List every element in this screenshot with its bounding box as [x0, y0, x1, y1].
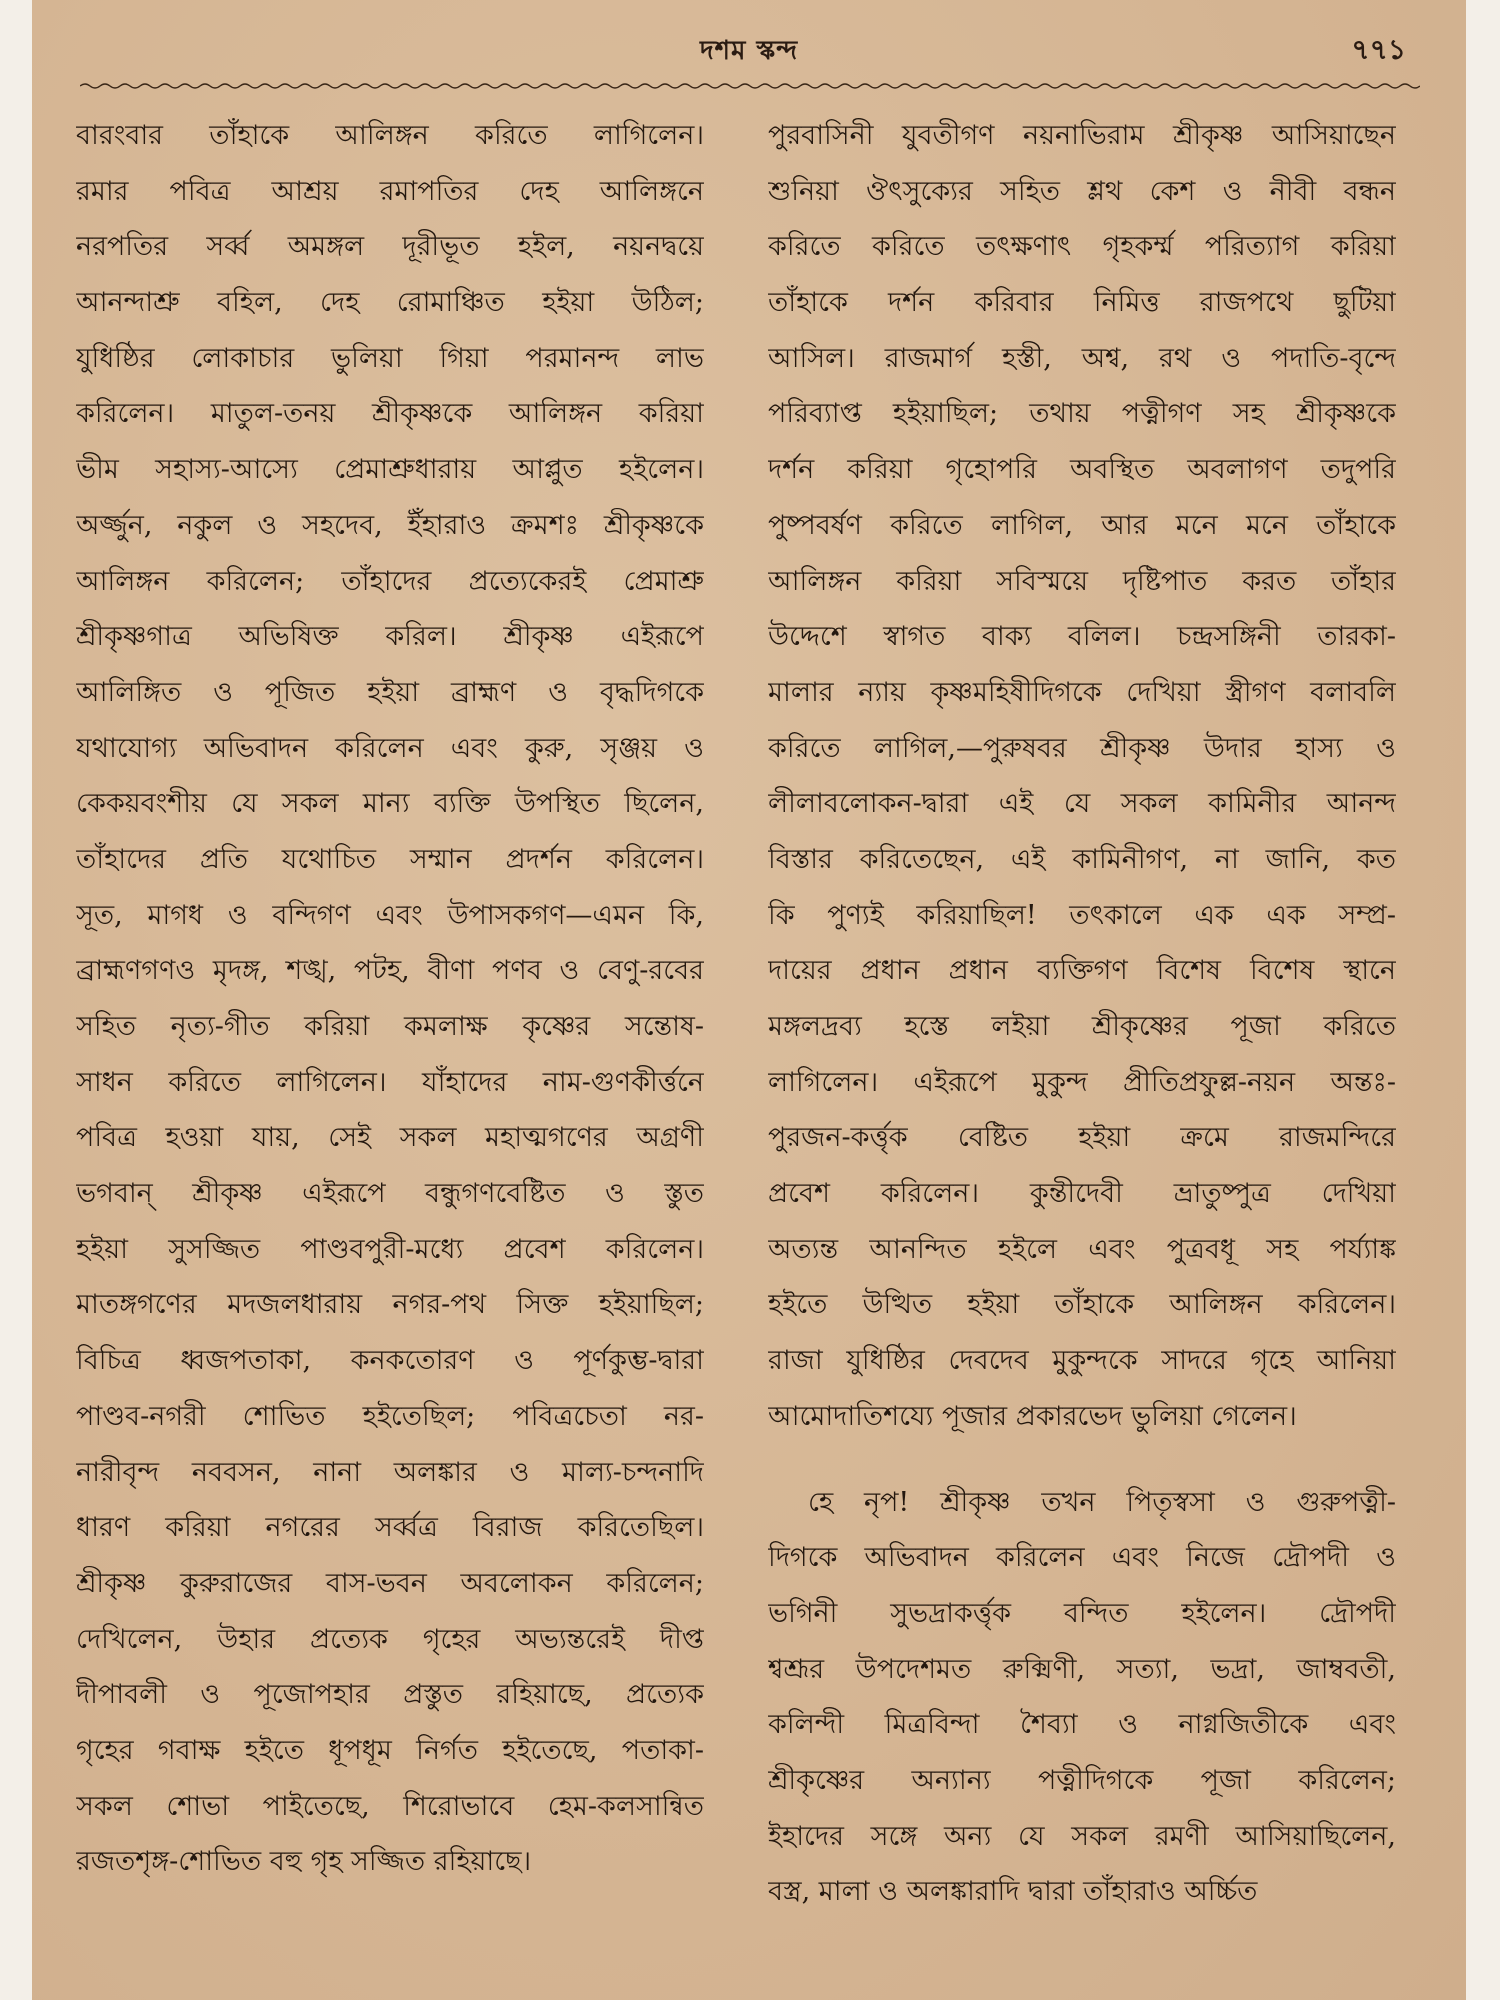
text-line: যথাযোগ্য অভিবাদন করিলেন এবং কুরু, সৃঞ্জয় ও: [76, 732, 704, 764]
text-line: শ্বশ্রূর উপদেশমত রুক্মিণী, সত্যা, ভদ্রা, জাম্ববতী,: [768, 1653, 1396, 1685]
text-line: তাঁহাদের প্রতি যথোচিত সম্মান প্রদর্শন করিলেন।: [76, 843, 704, 875]
text-line: হইয়া সুসজ্জিত পাণ্ডবপুরী-মধ্যে প্রবেশ করিলেন।: [76, 1233, 704, 1265]
text-line: হে নৃপ! শ্রীকৃষ্ণ তখন পিতৃস্বসা ও গুরুপত্নী-: [808, 1486, 1396, 1518]
text-line: বারংবার তাঁহাকে আলিঙ্গন করিতে লাগিলেন।: [76, 120, 704, 151]
text-line: আসিল। রাজমার্গ হস্তী, অশ্ব, রথ ও পদাতি-বৃন্দে: [768, 342, 1396, 374]
text-line: পুরবাসিনী যুবতীগণ নয়নাভিরাম শ্রীকৃষ্ণ আসিয়াছেন: [768, 120, 1396, 151]
text-line: নারীবৃন্দ নববসন, নানা অলঙ্কার ও মাল্য-চন্দনাদি: [76, 1456, 704, 1488]
text-line: ইহাদের সঙ্গে অন্য যে সকল রমণী আসিয়াছিলেন,: [768, 1820, 1396, 1852]
text-line: শুনিয়া ঔৎসুক্যের সহিত শ্লথ কেশ ও নীবী বন্ধন: [768, 175, 1396, 207]
text-line: শ্রীকৃষ্ণের অন্যান্য পত্নীদিগকে পূজা করিলেন;: [768, 1764, 1396, 1796]
text-line: লীলাবলোকন-দ্বারা এই যে সকল কামিনীর আনন্দ: [768, 788, 1396, 820]
text-line: নরপতির সর্ব্ব অমঙ্গল দূরীভূত হইল, নয়নদ্বয়ে: [76, 231, 704, 263]
text-line: দিগকে অভিবাদন করিলেন এবং নিজে দ্রৌপদী ও: [768, 1542, 1396, 1574]
text-line: কি পুণ্যই করিয়াছিল! তৎকালে এক এক সম্প্র-: [768, 899, 1396, 931]
running-header: দশম স্কন্দ: [699, 36, 799, 66]
text-line: রজতশৃঙ্গ-শোভিত বহু গৃহ সজ্জিত রহিয়াছে।: [76, 1846, 532, 1878]
left-text-column: [76, 108, 704, 1988]
text-line: মালার ন্যায় কৃষ্ণমহিষীদিগকে দেখিয়া স্ত্রীগণ বলাবলি: [768, 676, 1396, 708]
text-line: পুরজন-কর্ত্তৃক বেষ্টিত হইয়া ক্রমে রাজমন্দিরে: [768, 1122, 1396, 1154]
text-line: ভগিনী সুভদ্রাকর্ত্তৃক বন্দিত হইলেন। দ্রৌপদী: [768, 1597, 1396, 1629]
text-line: মঙ্গলদ্রব্য হস্তে লইয়া শ্রীকৃষ্ণের পূজা করিতে: [768, 1011, 1396, 1042]
text-line: উদ্দেশে স্বাগত বাক্য বলিল। চন্দ্রসঙ্গিনী তারকা-: [768, 621, 1396, 653]
text-line: হইতে উত্থিত হইয়া তাঁহাকে আলিঙ্গন করিলেন।: [768, 1289, 1396, 1321]
text-line: অর্জ্জুন, নকুল ও সহদেব, ইঁহারাও ক্রমশঃ শ্রীকৃষ্ণকে: [76, 509, 704, 541]
text-line: দায়ের প্রধান প্রধান ব্যক্তিগণ বিশেষ বিশেষ স্থানে: [768, 955, 1396, 987]
text-line: শ্রীকৃষ্ণ কুরুরাজের বাস-ভবন অবলোকন করিলেন;: [76, 1567, 704, 1599]
text-line: ব্রাহ্মণগণও মৃদঙ্গ, শঙ্খ, পটহ, বীণা পণব ও বেণু-রবের: [76, 955, 704, 987]
scan-margin-left: [0, 0, 32, 2000]
right-text-column: [768, 108, 1396, 1988]
text-line: পুষ্পবর্ষণ করিতে লাগিল, আর মনে মনে তাঁহাকে: [768, 509, 1396, 541]
text-line: সূত, মাগধ ও বন্দিগণ এবং উপাসকগণ—এমন কি,: [76, 899, 704, 931]
text-line: লাগিলেন। এইরূপে মুকুন্দ প্রীতিপ্রফুল্ল-নয়ন অন্তঃ-: [768, 1066, 1396, 1098]
text-line: কেকয়বংশীয় যে সকল মান্য ব্যক্তি উপস্থিত ছিলেন,: [76, 788, 704, 820]
text-line: মাতঙ্গগণের মদজলধারায় নগর-পথ সিক্ত হইয়াছিল;: [76, 1289, 704, 1321]
text-line: পরিব্যাপ্ত হইয়াছিল; তথায় পত্নীগণ সহ শ্রীকৃষ্ণকে: [768, 398, 1396, 430]
text-line: করিতে লাগিল,—পুরুষবর শ্রীকৃষ্ণ উদার হাস্য ও: [768, 732, 1396, 764]
text-line: আনন্দাশ্রু বহিল, দেহ রোমাঞ্চিত হইয়া উঠিল;: [76, 287, 704, 319]
text-line: সাধন করিতে লাগিলেন। যাঁহাদের নাম-গুণকীর্ত্তনে: [76, 1066, 704, 1098]
page-number: ৭৭১: [1351, 33, 1406, 66]
text-line: যুধিষ্ঠির লোকাচার ভুলিয়া গিয়া পরমানন্দ লাভ: [76, 342, 704, 374]
text-line: রাজা যুধিষ্ঠির দেবদেব মুকুন্দকে সাদরে গৃহে আনিয়া: [768, 1345, 1396, 1377]
text-line: বস্ত্র, মালা ও অলঙ্কারাদি দ্বারা তাঁহারাও অর্চ্চিত: [768, 1876, 1258, 1908]
text-line: সহিত নৃত্য-গীত করিয়া কমলাক্ষ কৃষ্ণের সন্তোষ-: [76, 1011, 704, 1042]
text-line: আলিঙ্গন করিয়া সবিস্ময়ে দৃষ্টিপাত করত তাঁহার: [768, 565, 1396, 597]
text-line: দেখিলেন, উহার প্রত্যেক গৃহের অভ্যন্তরেই দীপ্ত: [76, 1623, 704, 1655]
text-line: দীপাবলী ও পূজোপহার প্রস্তুত রহিয়াছে, প্রত্যেক: [76, 1679, 704, 1711]
book-page: [32, 0, 1466, 2000]
text-line: সকল শোভা পাইতেছে, শিরোভাবে হেম-কলসান্বিত: [76, 1790, 704, 1822]
text-line: করিলেন। মাতুল-তনয় শ্রীকৃষ্ণকে আলিঙ্গন করিয়া: [76, 398, 704, 430]
text-line: ভীম সহাস্য-আস্যে প্রেমাশ্রুধারায় আপ্লুত হইলেন।: [76, 454, 704, 486]
text-line: করিতে করিতে তৎক্ষণাৎ গৃহকর্ম্ম পরিত্যাগ করিয়া: [768, 231, 1396, 263]
text-line: দর্শন করিয়া গৃহোপরি অবস্থিত অবলাগণ তদুপরি: [768, 454, 1396, 486]
text-line: শ্রীকৃষ্ণগাত্র অভিষিক্ত করিল। শ্রীকৃষ্ণ এইরূপে: [76, 621, 704, 653]
text-line: পাণ্ডব-নগরী শোভিত হইতেছিল; পবিত্রচেতা নর-: [76, 1400, 704, 1432]
header-wavy-rule: [80, 82, 1420, 90]
text-line: তাঁহাকে দর্শন করিবার নিমিত্ত রাজপথে ছুটিয়া: [768, 287, 1396, 319]
text-line: আমোদাতিশয্যে পূজার প্রকারভেদ ভুলিয়া গেলেন।: [768, 1400, 1297, 1432]
text-line: কলিন্দী মিত্রবিন্দা শৈব্যা ও নাগ্নজিতীকে এবং: [768, 1709, 1396, 1741]
text-line: রমার পবিত্র আশ্রয় রমাপতির দেহ আলিঙ্গনে: [76, 175, 704, 207]
text-line: ধারণ করিয়া নগরের সর্ব্বত্র বিরাজ করিতেছিল।: [76, 1512, 704, 1544]
text-line: বিস্তার করিতেছেন, এই কামিনীগণ, না জানি, কত: [768, 843, 1396, 875]
scan-margin-right: [1466, 0, 1500, 2000]
text-line: অত্যন্ত আনন্দিত হইলে এবং পুত্রবধূ সহ পর্য্যাঙ্ক: [768, 1233, 1396, 1265]
text-line: [768, 1445, 1396, 1475]
text-line: পবিত্র হওয়া যায়, সেই সকল মহাত্মগণের অগ্রণী: [76, 1122, 704, 1154]
text-line: আলিঙ্গিত ও পূজিত হইয়া ব্রাহ্মণ ও বৃদ্ধদিগকে: [76, 676, 704, 708]
text-line: ভগবান্ শ্রীকৃষ্ণ এইরূপে বন্ধুগণবেষ্টিত ও স্তুত: [76, 1178, 704, 1210]
text-line: প্রবেশ করিলেন। কুন্তীদেবী ভ্রাতুষ্পুত্র দেখিয়া: [768, 1178, 1396, 1210]
text-line: বিচিত্র ধ্বজপতাকা, কনকতোরণ ও পূর্ণকুম্ভ-দ্বারা: [76, 1345, 704, 1377]
text-line: আলিঙ্গন করিলেন; তাঁহাদের প্রত্যেকেরই প্রেমাশ্রু: [76, 565, 704, 597]
text-line: গৃহের গবাক্ষ হইতে ধূপধূম নির্গত হইতেছে, পতাকা-: [76, 1734, 704, 1766]
